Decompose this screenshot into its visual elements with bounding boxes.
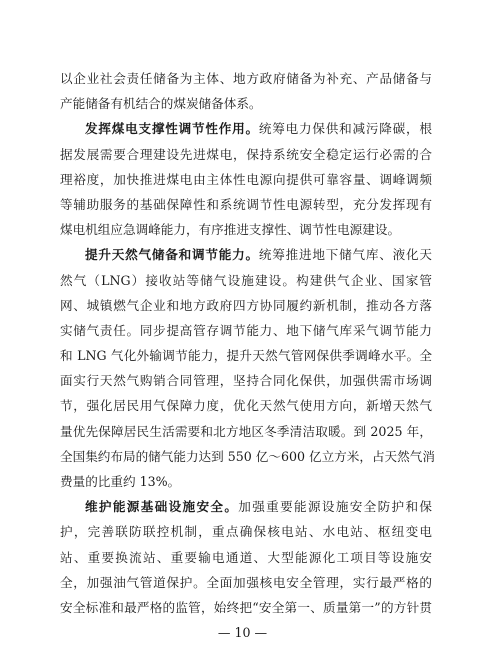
text-run: 统筹推进地下储气库、液化天 [258,247,433,263]
text-line: 等辅助服务的基础保障性和系统调节性电源转型，充分发挥现有 [60,196,432,212]
text-run: 统筹电力保供和减污降碳，根 [258,121,433,137]
paragraph-heading: 维护能源基础设施安全。 [85,499,239,515]
text-line: 全，加强油气管道保护。全面加强核电安全管理，实行最严格的 [60,574,432,590]
text-line: 站、重要换流站、重要输电通道、大型能源化工项目等设施安 [60,549,432,565]
text-line [60,242,432,267]
text-line: 节，强化居民用气保障力度，优化天然气使用方向，新增天然气 [60,398,432,414]
text-line: 产能储备有机结合的煤炭储备体系。 [60,96,262,112]
text-line: 实储气责任。同步提高管存调节能力、地下储气库采气调节能力 [60,322,432,338]
paragraph-natural-gas [60,242,435,494]
text-line: 理裕度，加快推进煤电由主体性电源向提供可靠容量、调峰调频 [60,171,432,187]
text-line [60,116,432,141]
text-line: 据发展需要合理建设先进煤电，保持系统安全稳定运行必需的合 [60,146,432,162]
paragraph-heading: 提升天然气储备和调节能力。 [85,247,259,263]
text-line: 护，完善联防联控机制，重点确保核电站、水电站、枢纽变电 [60,524,432,540]
paragraph-heading: 发挥煤电支撑性调节性作用。 [85,121,259,137]
text-run: 加强重要能源设施安全防护和保 [238,499,433,515]
text-line: 和 LNG 气化外输调节能力，提升天然气管网保供季调峰水平。全 [60,348,432,364]
text-line: 费量的比重约 13%。 [60,474,181,489]
text-line: 以企业社会责任储备为主体、地方政府储备为补充、产品储备与 [60,71,432,86]
paragraph-infrastructure-security [60,494,432,620]
text-line: 煤电机组应急调峰能力，有序推进支撑性、调节性电源建设。 [60,222,401,238]
text-line [60,494,432,519]
document-body [60,66,435,620]
text-line: 全国集约布局的储气能力达到 550 亿～600 亿立方米，占天然气消 [60,448,435,464]
text-line: 然气（LNG）接收站等储气设施建设。构建供气企业、国家管 [60,272,432,288]
text-line: 网、城镇燃气企业和地方政府四方协同履约新机制，推动各方落 [60,297,432,313]
paragraph-storage-system [60,66,432,116]
text-line: 面实行天然气购销合同管理，坚持合同化保供，加强供需市场调 [60,373,432,389]
paragraph-coal-power [60,116,432,242]
text-line: 量优先保障居民生活需要和北方地区冬季清洁取暖。到 2025 年， [60,423,432,439]
page-number: — 10 — [217,625,268,640]
text-line: 安全标准和最严格的监管，始终把“安全第一、质量第一”的方针贯 [60,599,432,615]
